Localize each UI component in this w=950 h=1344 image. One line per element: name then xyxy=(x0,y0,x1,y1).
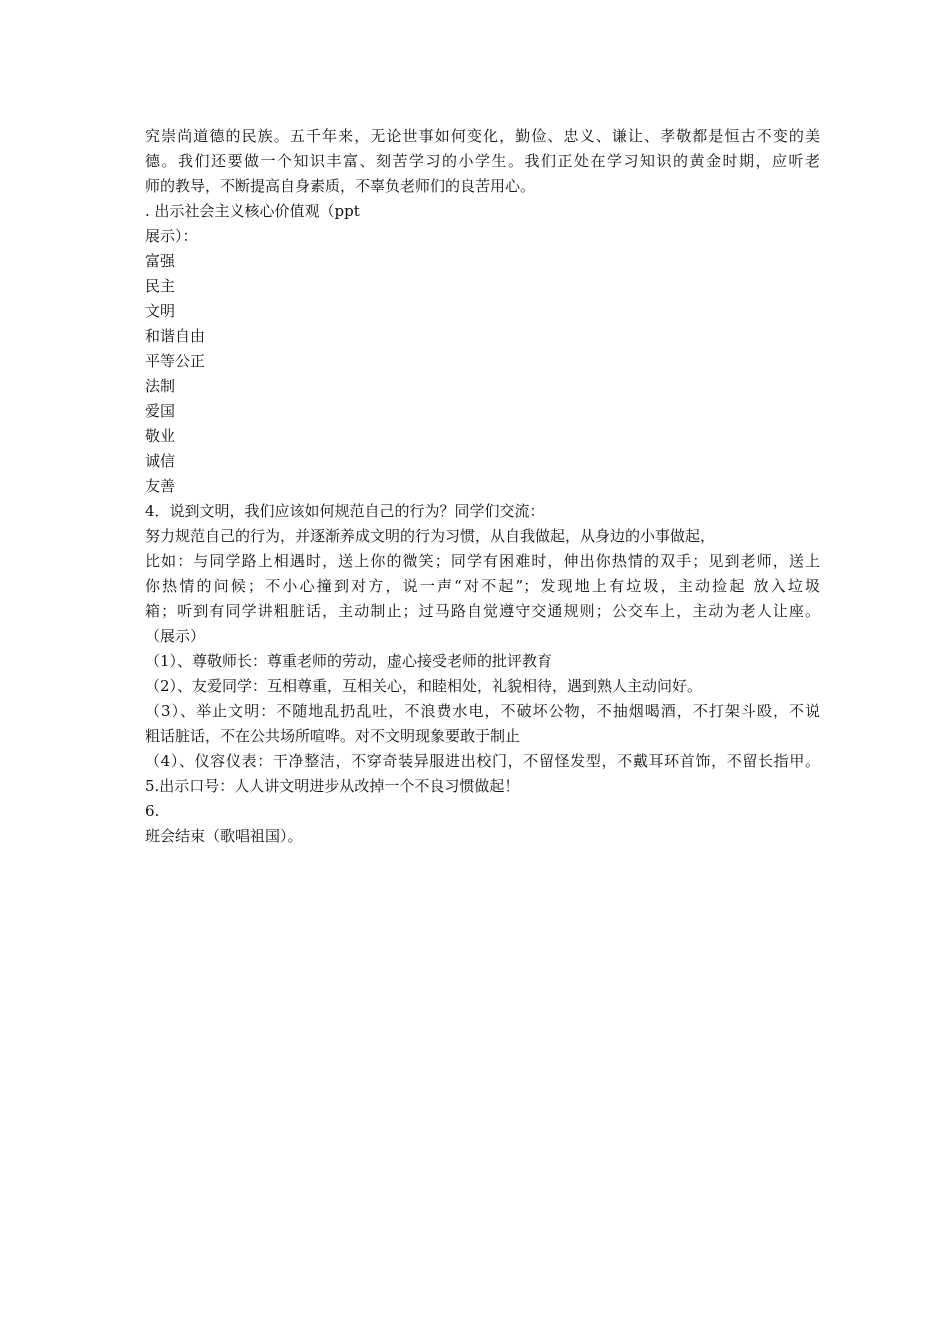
paragraph-line: 展示）： xyxy=(145,227,198,245)
list-item: （3）、举止文明：不随地乱扔乱吐，不浪费水电，不破坏公物，不抽烟喝酒，不打架斗殴，不说 xyxy=(145,702,820,720)
section-number: 6. xyxy=(145,802,160,820)
list-item: 诚信 xyxy=(145,452,176,470)
section-heading: 4．说到文明，我们应该如何规范自己的行为？同学们交流： xyxy=(145,502,545,520)
paragraph-line: 究崇尚道德的民族。五千年来，无论世事如何变化，勤俭、忠义、谦让、孝敬都是恒古不变的美 xyxy=(145,127,820,145)
list-item: 友善 xyxy=(145,477,176,495)
paragraph-line: 努力规范自己的行为，并逐渐养成文明的行为习惯，从自我做起，从身边的小事做起， xyxy=(145,527,716,545)
paragraph-line: （展示） xyxy=(145,627,206,645)
list-item: （2）、友爱同学：互相尊重，互相关心，和睦相处，礼貌相待，遇到熟人主动问好。 xyxy=(145,677,703,695)
document-body xyxy=(145,124,820,849)
paragraph-line: 德。我们还要做一个知识丰富、刻苦学习的小学生。我们正处在学习知识的黄金时期，应听老 xyxy=(145,152,820,170)
list-item: 法制 xyxy=(145,377,176,395)
slogan-line: 5.出示口号：人人讲文明进步从改掉一个不良习惯做起！ xyxy=(145,777,520,795)
paragraph-line: 比如：与同学路上相遇时，送上你的微笑；同学有困难时，伸出你热情的双手；见到老师，送上 xyxy=(145,552,820,570)
paragraph-line: 箱；听到有同学讲粗脏话，主动制止；过马路自觉遵守交通规则；公交车上，主动为老人让座。 xyxy=(145,602,820,620)
list-item: 文明 xyxy=(145,302,176,320)
closing-line: 班会结束（歌唱祖国）。 xyxy=(145,827,303,845)
list-item: 民主 xyxy=(145,277,176,295)
list-item: 和谐自由 xyxy=(145,327,206,345)
list-item: 粗话脏话，不在公共场所喧哗。对不文明现象要敢于制止 xyxy=(145,727,521,745)
list-item: 敬业 xyxy=(145,427,176,445)
list-item: 爱国 xyxy=(145,402,176,420)
list-item: 富强 xyxy=(145,252,176,270)
paragraph-line: . 出示社会主义核心价值观（ppt xyxy=(145,202,360,220)
list-item: 平等公正 xyxy=(145,352,206,370)
paragraph-line: 你热情的问候；不小心撞到对方，说一声“对不起”；发现地上有垃圾，主动捡起 放入垃圾 xyxy=(145,577,820,595)
list-item: （4）、仪容仪表：干净整洁，不穿奇装异服进出校门，不留怪发型，不戴耳环首饰，不留长指甲。 xyxy=(145,752,820,770)
list-item: （1）、尊敬师长：尊重老师的劳动，虚心接受老师的批评教育 xyxy=(145,652,553,670)
paragraph-line: 师的教导，不断提高自身素质，不辜负老师们的良苦用心。 xyxy=(145,177,536,195)
